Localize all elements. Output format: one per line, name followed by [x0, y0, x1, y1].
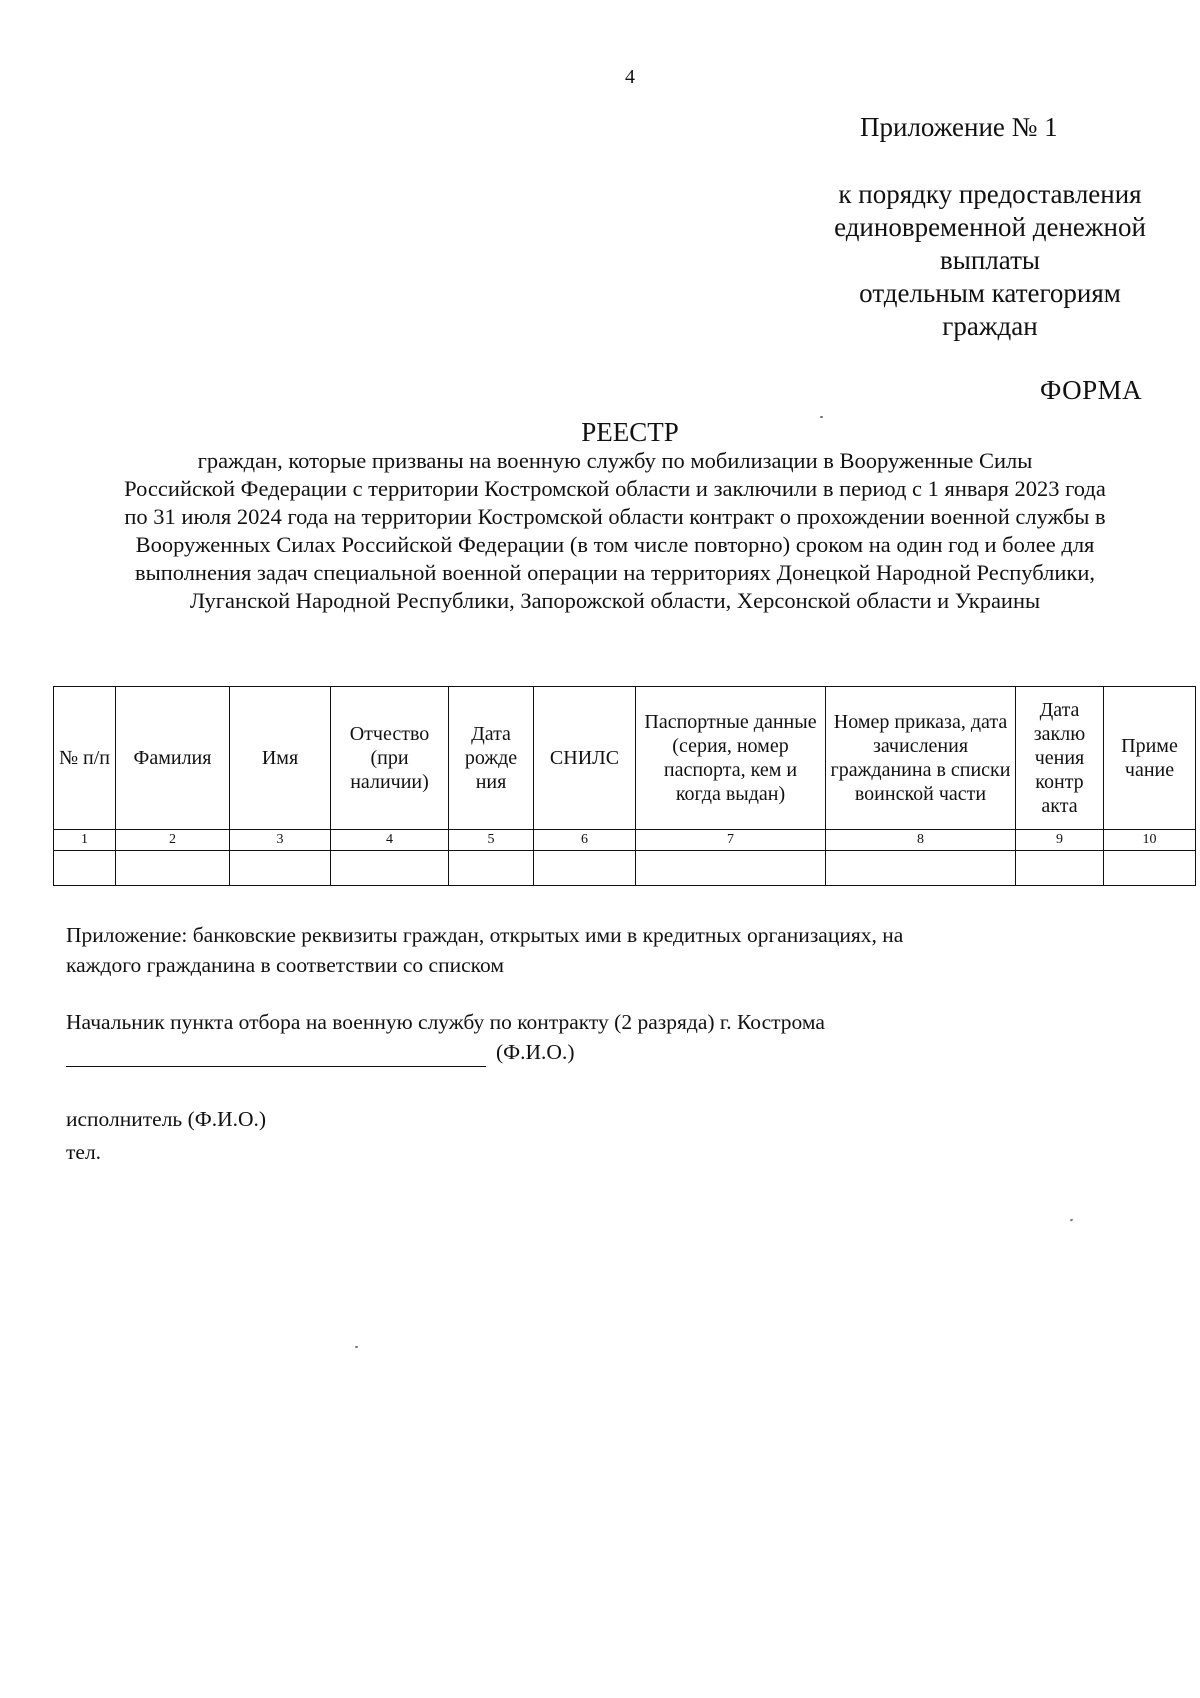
annex-reference: [780, 178, 1200, 343]
empty-cell: [54, 851, 116, 886]
subtitle-line: выполнения задач специальной военной операции на территориях Донецкой Народной Республики,: [134, 560, 1096, 585]
column-number: 5: [449, 830, 534, 851]
column-number: 8: [826, 830, 1016, 851]
column-header: Приме чание: [1104, 687, 1196, 830]
scan-speck: [355, 1346, 358, 1348]
column-number: 3: [230, 830, 331, 851]
executor-block: [66, 1103, 266, 1169]
subtitle-line: Российской Федерации с территории Костромской области и заключили в период с 1 января 2023 года: [124, 476, 1106, 501]
signature-line: [66, 1046, 486, 1067]
subtitle-line: Вооруженных Силах Российской Федерации (в том числе повторно) сроком на один год и более для: [135, 532, 1095, 557]
empty-cell: [1104, 851, 1196, 886]
table-header-row: [54, 687, 1196, 830]
column-header: № п/п: [54, 687, 116, 830]
annex-reference-line: выплаты: [939, 245, 1041, 275]
column-header: Дата заклю чения контр акта: [1016, 687, 1104, 830]
empty-cell: [116, 851, 230, 886]
annex-reference-line: к порядку предоставления: [838, 179, 1142, 209]
subtitle-line: по 31 июля 2024 года на территории Костромской области контракт о прохождении военной службы в: [124, 504, 1106, 529]
page-number: 4: [625, 66, 635, 88]
column-header: Паспортные данные (серия, номер паспорта, кем и когда выдан): [636, 687, 826, 830]
executor-label: исполнитель (Ф.И.О.): [66, 1107, 267, 1131]
column-header: Дата рожде ния: [449, 687, 534, 830]
subtitle-line: граждан, которые призваны на военную службу по мобилизации в Вооруженные Силы: [197, 448, 1033, 473]
register-table: [53, 686, 1196, 886]
annex-reference-line: единовременной денежной: [834, 212, 1146, 242]
annex-reference-line: отдельным категориям: [859, 278, 1121, 308]
empty-cell: [636, 851, 826, 886]
phone-label: тел.: [66, 1140, 102, 1164]
empty-cell: [1016, 851, 1104, 886]
empty-cell: [534, 851, 636, 886]
annex-title: Приложение № 1: [860, 112, 1058, 142]
empty-cell: [826, 851, 1016, 886]
column-number: 1: [54, 830, 116, 851]
column-header: Номер приказа, дата зачисления гражданина в списки воинской части: [826, 687, 1016, 830]
scan-speck: [820, 416, 823, 418]
column-number: 10: [1104, 830, 1196, 851]
scan-speck: [1070, 1218, 1074, 1221]
empty-data-row: [54, 851, 1196, 886]
column-header: Имя: [230, 687, 331, 830]
subtitle-line: Луганской Народной Республики, Запорожской области, Херсонской области и Украины: [189, 588, 1041, 613]
column-number: 9: [1016, 830, 1104, 851]
empty-cell: [331, 851, 449, 886]
column-header: СНИЛС: [534, 687, 636, 830]
empty-cell: [449, 851, 534, 886]
signature-block: [66, 1007, 825, 1067]
column-number-row: [54, 830, 1196, 851]
chief-position: Начальник пункта отбора на военную службу по контракту (2 разряда) г. Кострома: [66, 1010, 825, 1034]
note-line: каждого гражданина в соответствии со списком: [66, 953, 504, 977]
column-number: 7: [636, 830, 826, 851]
document-title: РЕЕСТР: [581, 417, 679, 447]
column-header: Отчество (при наличии): [331, 687, 449, 830]
column-number: 4: [331, 830, 449, 851]
column-number: 6: [534, 830, 636, 851]
note-line: Приложение: банковские реквизиты граждан, открытых ими в кредитных организациях, на: [66, 923, 904, 947]
document-subtitle: [60, 447, 1170, 615]
annex-reference-line: граждан: [942, 311, 1038, 341]
attachment-note: [66, 920, 903, 980]
column-header: Фамилия: [116, 687, 230, 830]
empty-cell: [230, 851, 331, 886]
column-number: 2: [116, 830, 230, 851]
form-label: ФОРМА: [1040, 375, 1143, 405]
signature-name-placeholder: (Ф.И.О.): [496, 1040, 575, 1064]
